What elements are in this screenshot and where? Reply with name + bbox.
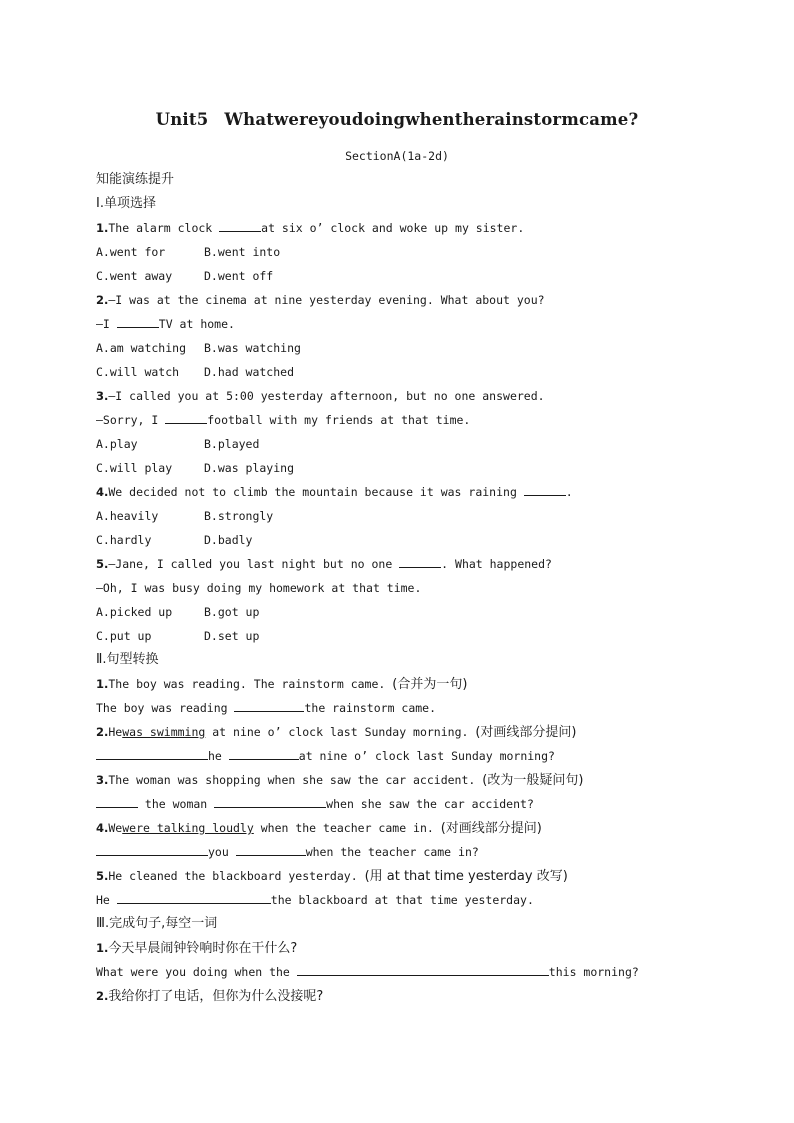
p3-q1-prompt [96, 940, 297, 957]
unit-question: Whatwereyoudoingwhentherainstormcame? [224, 110, 639, 129]
option-d[interactable]: D.set up [204, 629, 260, 643]
question-number: 2. [96, 725, 109, 739]
option-a[interactable]: A.am watching [96, 341, 187, 355]
option-a[interactable]: A.heavily [96, 509, 159, 523]
p2-q5-answer: He the blackboard at that time yesterday. [96, 893, 534, 907]
chinese-prompt: 今天早晨闹钟铃响时你在干什么? [108, 941, 298, 956]
option-d[interactable]: D.was playing [204, 461, 295, 475]
p2-q3-stem: 3.The woman was shopping when she saw the car accident. (改为一般疑问句) [96, 773, 584, 788]
underlined-phrase: was swimming [122, 725, 206, 739]
instruction-note: (合并为一句) [392, 677, 468, 692]
question-number: 3. [96, 389, 109, 403]
instruction-note: (对画线部分提问) [440, 821, 542, 836]
p2-q2-answer: he at nine o’ clock last Sunday morning? [96, 748, 555, 764]
question-number: 1. [96, 221, 109, 235]
section-heading: 知能演练提升 [96, 172, 175, 187]
p1-q4-options-cd [96, 532, 253, 548]
part1-label: Ⅰ.单项选择 [96, 196, 156, 211]
answer-blank[interactable] [524, 484, 566, 496]
instruction-note: (对画线部分提问) [475, 725, 577, 740]
option-d[interactable]: D.had watched [204, 365, 295, 379]
option-b[interactable]: B.played [204, 437, 260, 451]
option-d[interactable]: D.went off [204, 269, 274, 283]
answer-blank[interactable] [96, 748, 208, 760]
chinese-prompt: 我给你打了电话，但你为什么没接呢? [108, 989, 324, 1004]
option-b[interactable]: B.strongly [204, 509, 274, 523]
instruction-note: (改为一般疑问句) [482, 773, 584, 788]
p2-q1-stem: 1.The boy was reading. The rainstorm came. (合并为一句) [96, 677, 468, 692]
p1-q1-stem: 1.The alarm clock at six o’ clock and woke up my sister. [96, 221, 525, 235]
p1-q1-options-ab [96, 244, 281, 260]
question-number: 5. [96, 557, 109, 571]
p1-q3-options-ab [96, 436, 260, 452]
option-b[interactable]: B.got up [204, 605, 260, 619]
answer-blank[interactable] [214, 796, 326, 808]
question-number: 1. [96, 677, 109, 691]
p2-q4-stem: 4.Wewere talking loudly when the teacher came in. (对画线部分提问) [96, 821, 542, 836]
answer-blank[interactable] [96, 844, 208, 856]
p2-q1-answer: The boy was reading the rainstorm came. [96, 701, 437, 715]
page-title [0, 110, 794, 129]
p1-q1-options-cd [96, 268, 274, 284]
p3-q1-answer: What were you doing when the this morning? [96, 965, 639, 979]
p1-q5-reply: —Oh, I was busy doing my homework at that time. [96, 581, 422, 595]
p1-q2-options-cd [96, 364, 295, 380]
option-a[interactable]: A.went for [96, 245, 166, 259]
question-number: 2. [96, 293, 109, 307]
p1-q5-stem: 5.—Jane, I called you last night but no one . What happened? [96, 557, 552, 571]
p1-q3-stem: 3.—I called you at 5:00 yesterday afternoon, but no one answered. [96, 389, 545, 403]
answer-blank[interactable] [96, 796, 138, 808]
unit-label: Unit5 [155, 110, 209, 129]
option-a[interactable]: A.picked up [96, 605, 173, 619]
question-number: 1. [96, 941, 109, 955]
answer-blank[interactable] [229, 748, 299, 760]
p1-q5-options-cd [96, 628, 260, 644]
answer-blank[interactable] [234, 700, 304, 712]
option-c[interactable]: C.hardly [96, 533, 152, 547]
question-number: 5. [96, 869, 109, 883]
answer-blank[interactable] [117, 316, 159, 328]
option-d[interactable]: D.badly [204, 533, 253, 547]
section-subtitle: SectionA(1a-2d) [345, 149, 449, 163]
p1-q2-stem: 2.—I was at the cinema at nine yesterday evening. What about you? [96, 293, 545, 307]
underlined-phrase: were talking loudly [122, 821, 254, 835]
answer-blank[interactable] [219, 220, 261, 232]
part2-label: Ⅱ.句型转换 [96, 652, 159, 667]
p2-q4-answer: you when the teacher came in? [96, 844, 479, 860]
instruction-note: (用 at that time yesterday 改写) [364, 869, 568, 884]
p2-q3-answer: the woman when she saw the car accident? [96, 796, 534, 812]
answer-blank[interactable] [117, 892, 271, 904]
option-c[interactable]: C.will watch [96, 365, 180, 379]
p1-q3-reply: —Sorry, I football with my friends at that time. [96, 413, 471, 427]
p1-q2-reply: —I TV at home. [96, 317, 235, 331]
answer-blank[interactable] [236, 844, 306, 856]
answer-blank[interactable] [297, 964, 549, 976]
p1-q5-options-ab [96, 604, 260, 620]
option-c[interactable]: C.put up [96, 629, 152, 643]
option-a[interactable]: A.play [96, 437, 138, 451]
question-number: 2. [96, 989, 109, 1003]
question-number: 4. [96, 485, 109, 499]
part3-label: Ⅲ.完成句子,每空一词 [96, 916, 218, 931]
p3-q2-prompt [96, 988, 323, 1005]
answer-blank[interactable] [165, 412, 207, 424]
option-b[interactable]: B.went into [204, 245, 281, 259]
option-c[interactable]: C.went away [96, 269, 173, 283]
option-b[interactable]: B.was watching [204, 341, 301, 355]
question-number: 3. [96, 773, 109, 787]
p2-q5-stem: 5.He cleaned the blackboard yesterday. (用 at that time yesterday 改写) [96, 869, 568, 884]
p1-q4-options-ab [96, 508, 274, 524]
question-number: 4. [96, 821, 109, 835]
option-c[interactable]: C.will play [96, 461, 173, 475]
p1-q4-stem: 4.We decided not to climb the mountain because it was raining . [96, 485, 573, 499]
p1-q3-options-cd [96, 460, 295, 476]
answer-blank[interactable] [399, 556, 441, 568]
p2-q2-stem: 2.Hewas swimming at nine o’ clock last Sunday morning. (对画线部分提问) [96, 725, 577, 740]
p1-q2-options-ab [96, 340, 301, 356]
